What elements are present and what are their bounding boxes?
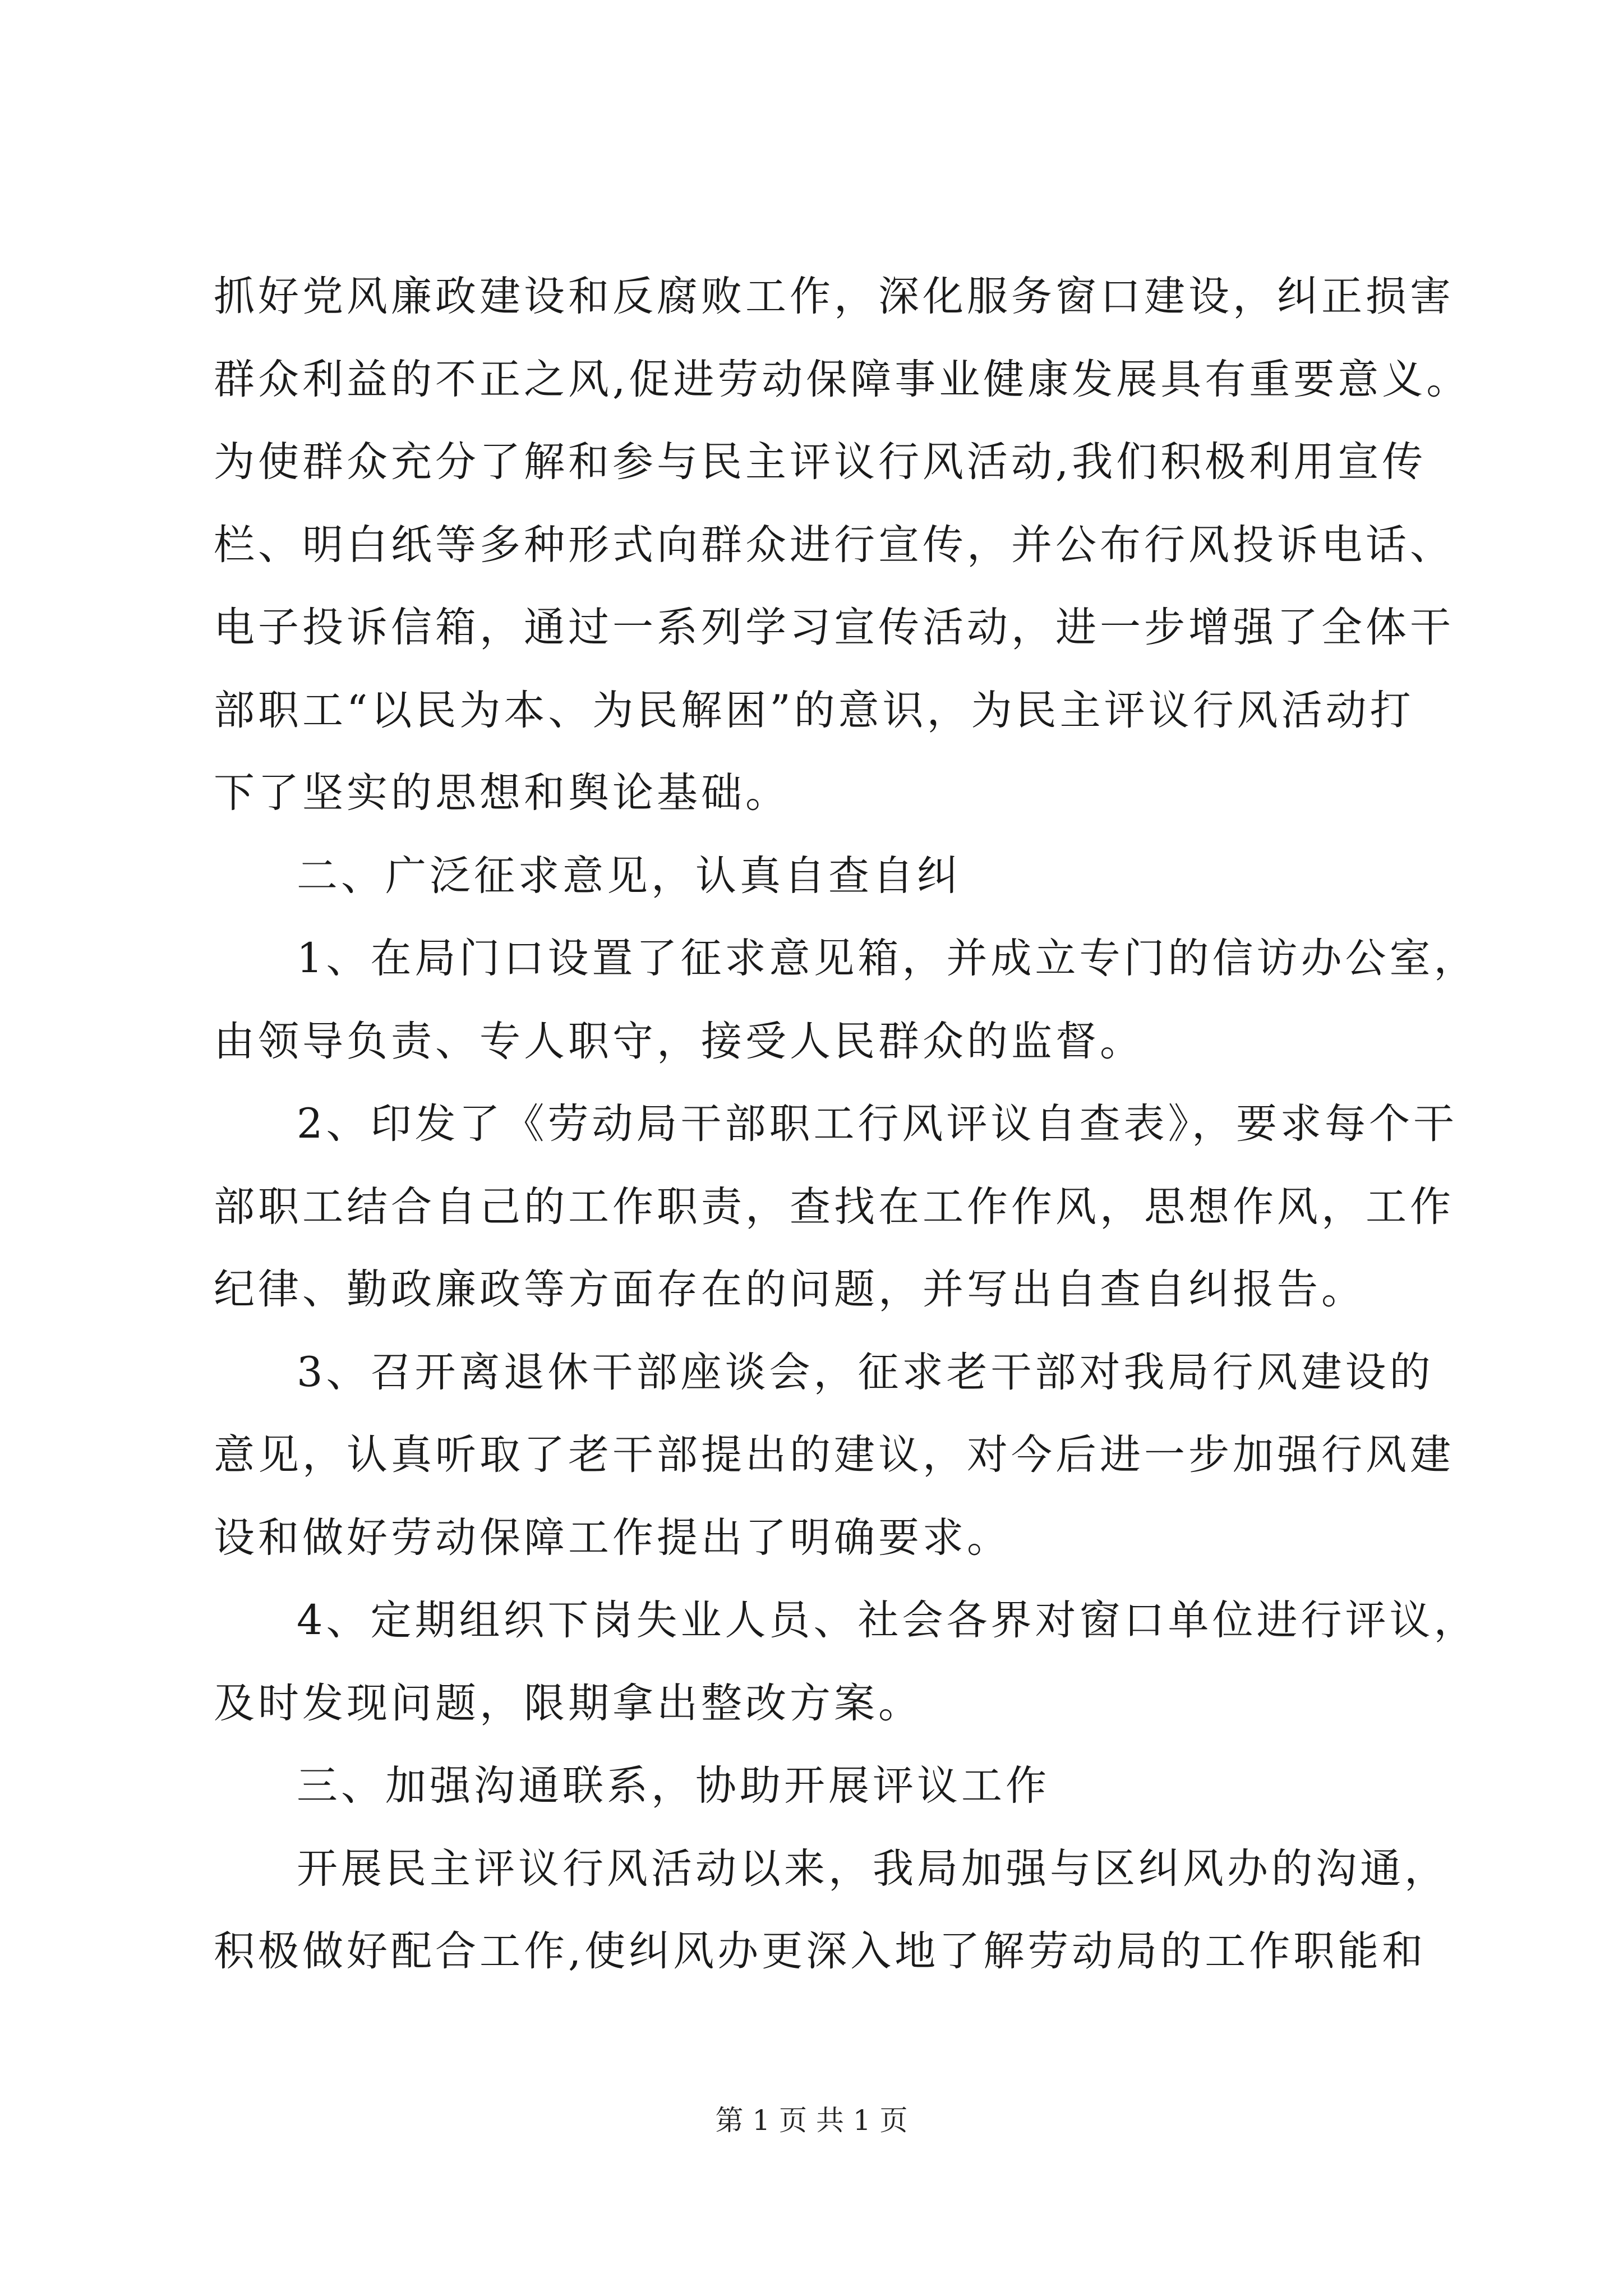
text-line: 栏、明白纸等多种形式向群众进行宣传，并公布行风投诉电话、: [214, 521, 1454, 569]
text-line: 部职工结合自己的工作职责，查找在工作作风，思想作风，工作: [214, 1182, 1454, 1231]
page-number-label: 第 1 页 共 1 页: [715, 2104, 908, 2137]
text-line: 电子投诉信箱，通过一系列学习宣传活动，进一步增强了全体干: [214, 604, 1454, 651]
text-line: 2、印发了《劳动局干部职工行风评议自查表》，要求每个干: [297, 1100, 1458, 1148]
document-body: [214, 255, 1478, 1993]
text-line: 设和做好劳动保障工作提出了明确要求。: [214, 1513, 1011, 1562]
text-line: 3、召开离退休干部座谈会，征求老干部对我局行风建设的: [297, 1348, 1434, 1396]
text-line: 为使群众充分了解和参与民主评议行风活动,我们积极利用宣传: [214, 438, 1427, 486]
text-line: 由领导负责、专人职守，接受人民群众的监督。: [214, 1017, 1144, 1065]
text-line: 抓好党风廉政建设和反腐败工作，深化服务窗口建设，纠正损害: [214, 273, 1454, 320]
section-heading: 二、广泛征求意见，认真自查自纠: [297, 852, 961, 900]
text-line: 及时发现问题，限期拿出整改方案。: [214, 1679, 923, 1727]
text-line: 纪律、勤政廉政等方面存在的问题，并写出自查自纠报告。: [214, 1266, 1366, 1313]
text-line: 意见，认真听取了老干部提出的建议，对今后进一步加强行风建: [214, 1431, 1454, 1479]
text-line: 4、定期组织下岗失业人员、社会各界对窗口单位进行评议，: [297, 1596, 1478, 1644]
section-heading: 三、加强沟通联系，协助开展评议工作: [297, 1762, 1050, 1810]
text-line: 部职工“以民为本、为民解困”的意识，为民主评议行风活动打: [214, 686, 1414, 734]
text-line: 1、在局门口设置了征求意见箱，并成立专门的信访办公室，: [297, 935, 1478, 982]
text-line: 下了坚实的思想和舆论基础。: [214, 769, 790, 817]
page-footer: [0, 2098, 1623, 2138]
text-line: 开展民主评议行风活动以来，我局加强与区纠风办的沟通，: [297, 1844, 1449, 1893]
text-line: 积极做好配合工作,使纠风办更深入地了解劳动局的工作职能和: [214, 1927, 1427, 1975]
text-line: 群众利益的不正之风,促进劳动保障事业健康发展具有重要意义。: [214, 355, 1471, 403]
